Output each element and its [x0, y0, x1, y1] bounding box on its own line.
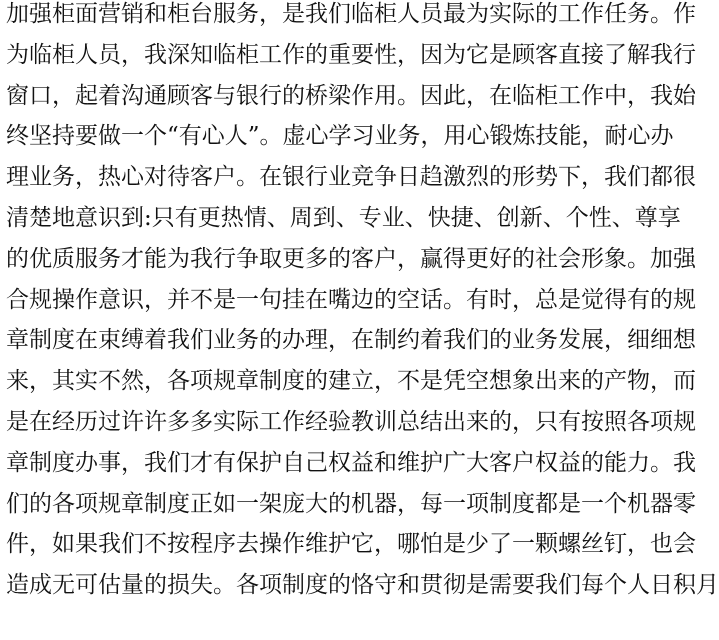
- text-line: 章制度在束缚着我们业务的办理，在制约着我们的业务发展，细细想: [6, 327, 696, 354]
- text-line: 件，如果我们不按程序去操作维护它，哪怕是少了一颗螺丝钉，也会: [6, 531, 696, 558]
- text-line: 来，其实不然，各项规章制度的建立，不是凭空想象出来的产物，而: [6, 368, 696, 395]
- text-line: 合规操作意识，并不是一句挂在嘴边的空话。有时，总是觉得有的规: [6, 286, 696, 313]
- text-line: 造成无可估量的损失。各项制度的恪守和贯彻是需要我们每个人日积月: [6, 572, 719, 599]
- text-line: 加强柜面营销和柜台服务，是我们临柜人员最为实际的工作任务。作: [6, 1, 696, 27]
- text-line: 章制度办事，我们才有保护自己权益和维护广大客户权益的能力。我: [6, 449, 696, 476]
- text-line: 是在经历过许许多多实际工作经验教训总结出来的，只有按照各项规: [6, 408, 696, 435]
- text-line: 终坚持要做一个“有心人”。虚心学习业务，用心锻炼技能，耐心办: [6, 123, 674, 150]
- text-line: 为临柜人员，我深知临柜工作的重要性，因为它是顾客直接了解我行: [6, 41, 696, 68]
- body-text: [6, 0, 719, 606]
- text-line: 窗口，起着沟通顾客与银行的桥梁作用。因此，在临柜工作中，我始: [6, 82, 696, 109]
- text-line: 的优质服务才能为我行争取更多的客户，赢得更好的社会形象。加强: [6, 245, 696, 272]
- text-line: 理业务，热心对待客户。在银行业竞争日趋激烈的形势下，我们都很: [6, 164, 696, 191]
- text-line: 们的各项规章制度正如一架庞大的机器，每一项制度都是一个机器零: [6, 490, 696, 517]
- text-line: 清楚地意识到:只有更热情、周到、专业、快捷、创新、个性、尊享: [6, 204, 681, 231]
